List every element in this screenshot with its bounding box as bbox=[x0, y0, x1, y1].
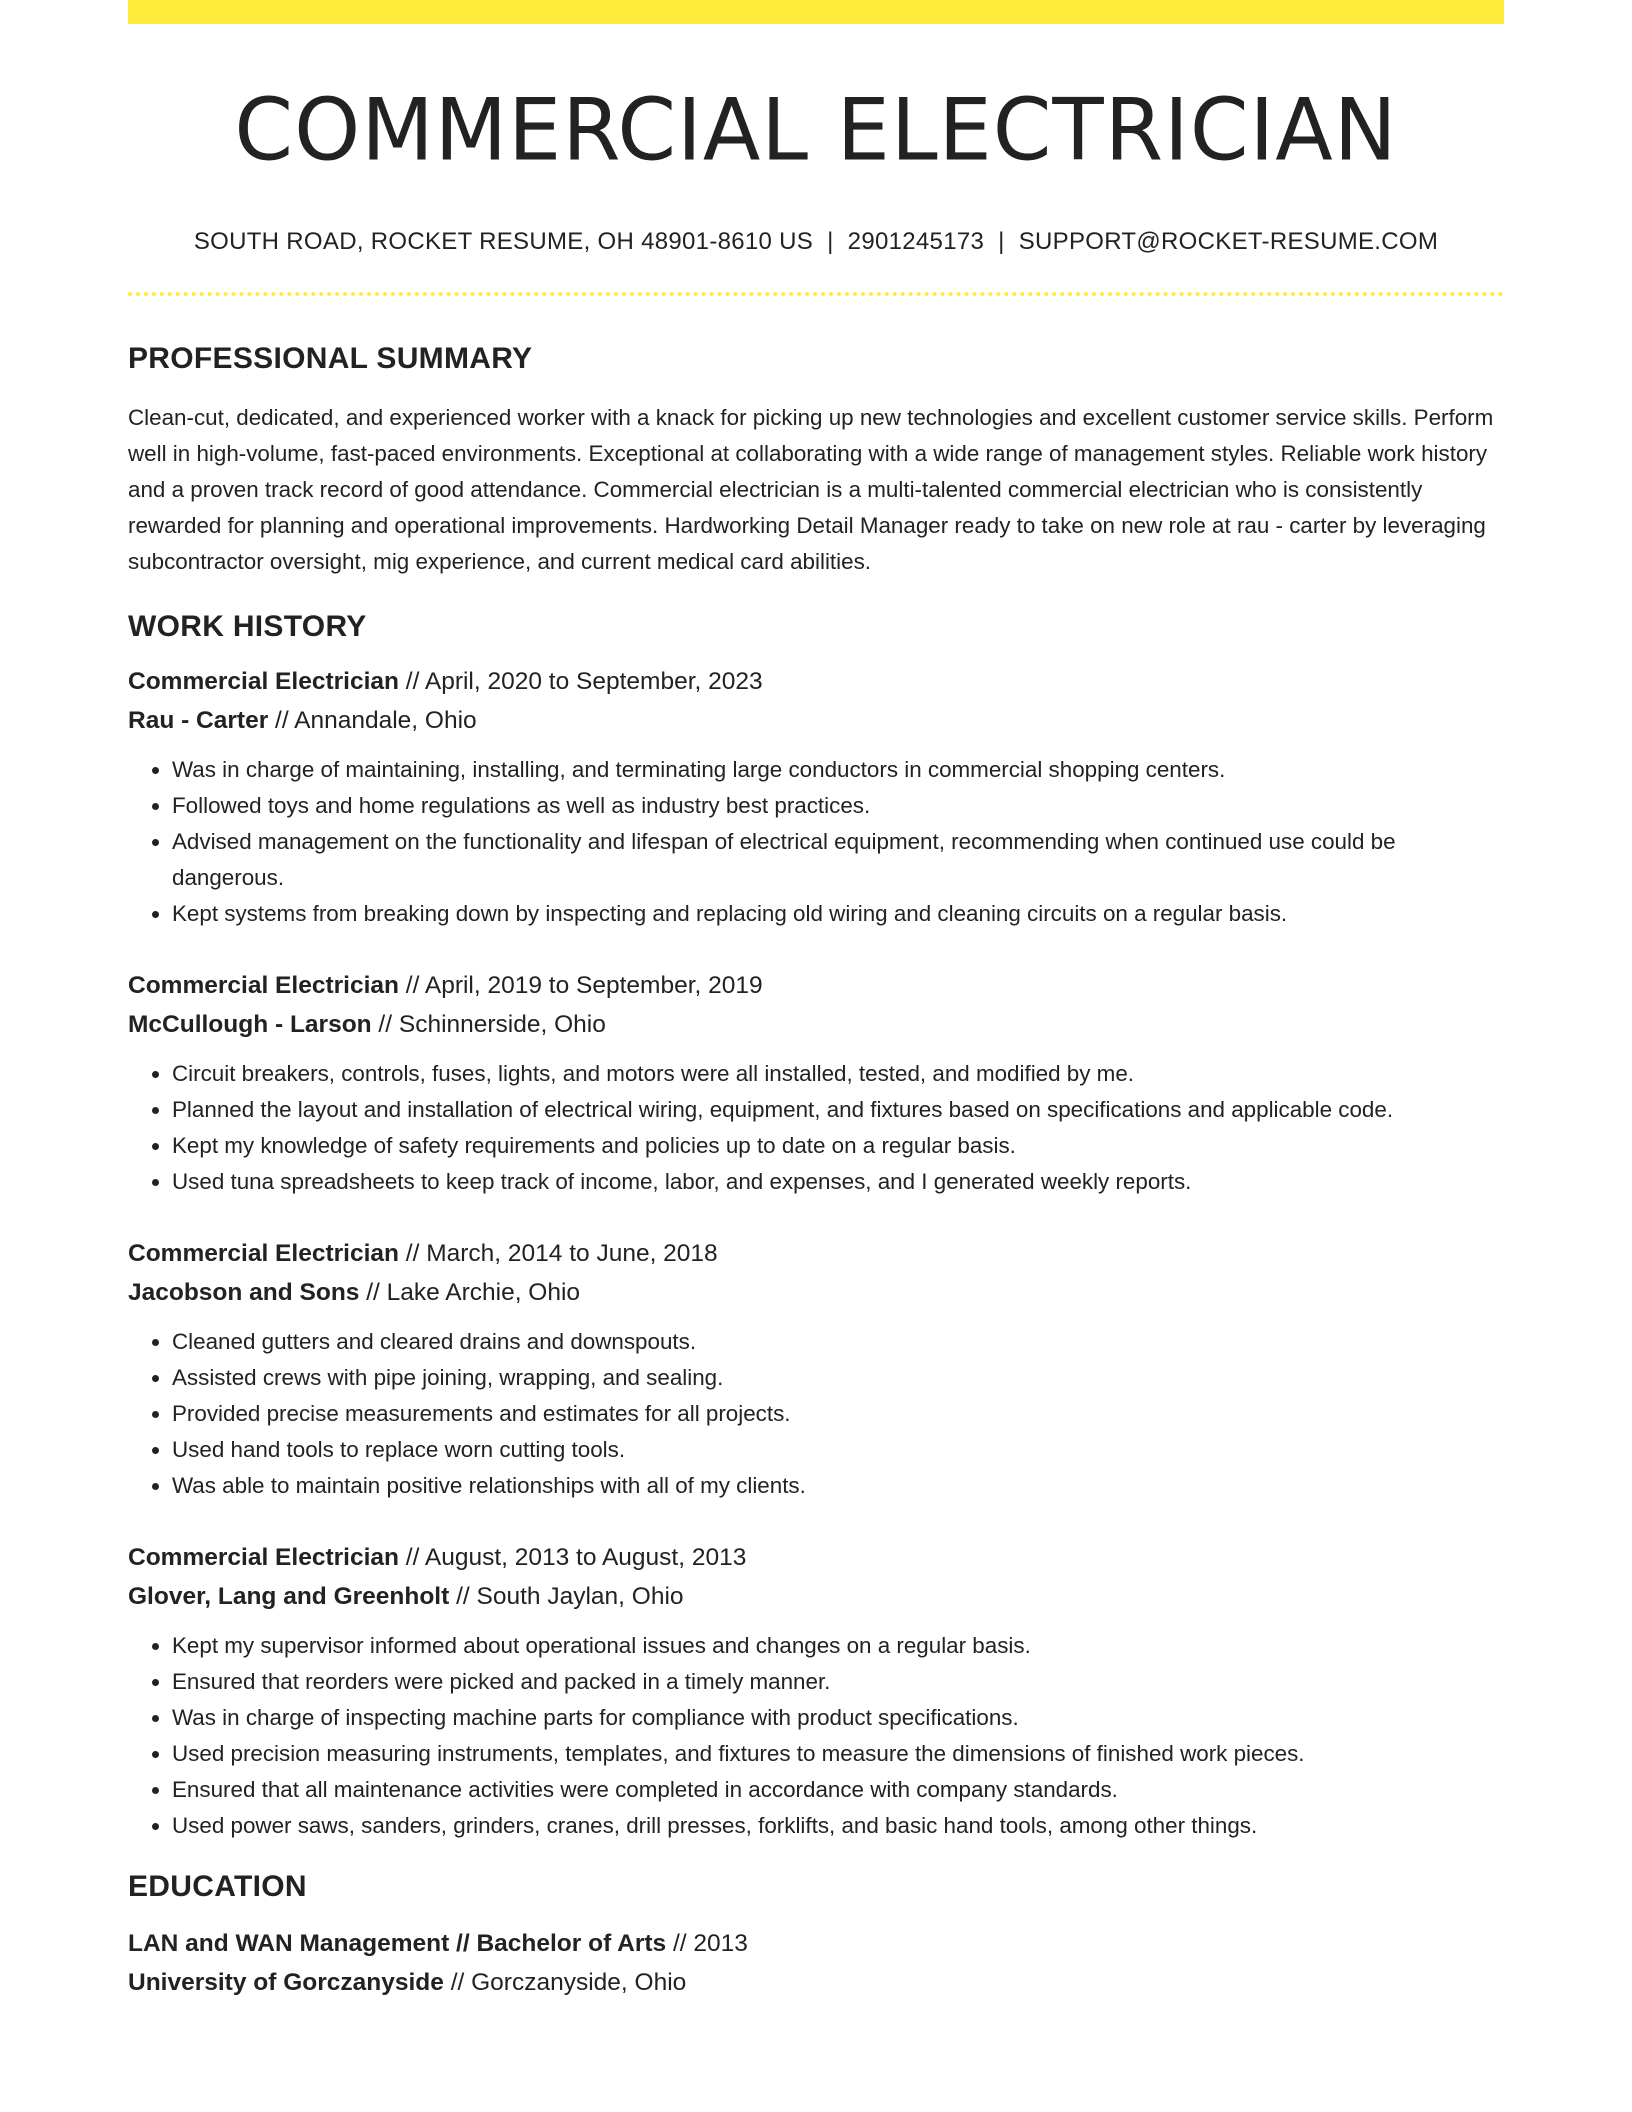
contact-phone: 2901245173 bbox=[847, 228, 985, 256]
job-location: // South Jaylan, Ohio bbox=[449, 1583, 684, 1611]
resume-page bbox=[128, 0, 1504, 2002]
job-company-line bbox=[128, 1577, 1504, 1616]
list-item: • Advised management on the functionality and lifespan of electrical equipment, recommending when continued use could be dangerous. bbox=[172, 824, 1504, 896]
job-entry bbox=[128, 1234, 1504, 1504]
education-school: University of Gorczanyside bbox=[128, 1969, 444, 1997]
contact-line bbox=[128, 228, 1504, 256]
job-entry bbox=[128, 1538, 1504, 1844]
education-section bbox=[128, 1870, 1504, 2002]
education-location: // Gorczanyside, Ohio bbox=[443, 1969, 687, 1997]
job-role: Commercial Electrician bbox=[128, 668, 399, 696]
job-bullets bbox=[128, 1324, 1504, 1504]
job-entry bbox=[128, 662, 1504, 932]
list-item: • Ensured that reorders were picked and packed in a timely manner. bbox=[172, 1664, 1504, 1700]
education-school-line bbox=[128, 1963, 1504, 2002]
list-item: • Used precision measuring instruments, templates, and fixtures to measure the dimensions of finished work pieces. bbox=[172, 1736, 1504, 1772]
job-role-line bbox=[128, 662, 1504, 701]
list-item: • Followed toys and home regulations as well as industry best practices. bbox=[172, 788, 1504, 824]
section-title-work-history: WORK HISTORY bbox=[128, 610, 367, 644]
contact-separator: | bbox=[998, 228, 1005, 256]
list-item: • Kept my knowledge of safety requirements and policies up to date on a regular basis. bbox=[172, 1128, 1504, 1164]
resume-title: COMMERCIAL ELECTRICIAN bbox=[234, 80, 1398, 180]
job-company-line bbox=[128, 701, 1504, 740]
contact-address: SOUTH ROAD, ROCKET RESUME, OH 48901-8610 US bbox=[193, 228, 814, 256]
job-role-line bbox=[128, 1538, 1504, 1577]
summary-text: Clean-cut, dedicated, and experienced worker with a knack for picking up new technologies and excellent customer service skills. Perform well in high-volume, fast-paced environments. Exceptional at collaborating with a wide range of management styles. Reliable work history and a proven track record of good attendance. Commercial electrician is a multi-talented commercial electrician who is consistently rewarded for planning and operational improvements. Hardworking Detail Manager ready to take on new role at rau - carter by leveraging subcontractor oversight, mig experience, and current medical card abilities. bbox=[128, 405, 1494, 575]
job-bullets bbox=[128, 1628, 1504, 1844]
list-item: • Circuit breakers, controls, fuses, lights, and motors were all installed, tested, and modified by me. bbox=[172, 1056, 1504, 1092]
job-dates: // March, 2014 to June, 2018 bbox=[398, 1240, 718, 1268]
job-role: Commercial Electrician bbox=[128, 972, 399, 1000]
job-company-line bbox=[128, 1005, 1504, 1044]
job-location: // Annandale, Ohio bbox=[268, 707, 477, 735]
education-degree: LAN and WAN Management // Bachelor of Arts bbox=[128, 1930, 667, 1958]
list-item: • Used hand tools to replace worn cutting tools. bbox=[172, 1432, 1504, 1468]
section-title-education: EDUCATION bbox=[128, 1870, 307, 1904]
job-dates: // April, 2019 to September, 2019 bbox=[398, 972, 763, 1000]
job-dates: // April, 2020 to September, 2023 bbox=[398, 668, 763, 696]
contact-email: SUPPORT@ROCKET-RESUME.COM bbox=[1018, 228, 1439, 256]
list-item: • Cleaned gutters and cleared drains and downspouts. bbox=[172, 1324, 1504, 1360]
education-entry bbox=[128, 1924, 1504, 2002]
list-item: • Planned the layout and installation of electrical wiring, equipment, and fixtures based on specifications and applicable code. bbox=[172, 1092, 1504, 1128]
contact-separator: | bbox=[827, 228, 834, 256]
list-item: • Kept my supervisor informed about operational issues and changes on a regular basis. bbox=[172, 1628, 1504, 1664]
job-bullets bbox=[128, 1056, 1504, 1200]
job-company: Glover, Lang and Greenholt bbox=[128, 1583, 450, 1611]
job-company: McCullough - Larson bbox=[128, 1011, 372, 1039]
job-role: Commercial Electrician bbox=[128, 1240, 399, 1268]
job-role-line bbox=[128, 1234, 1504, 1273]
job-bullets bbox=[128, 752, 1504, 932]
job-company: Rau - Carter bbox=[128, 707, 269, 735]
list-item: • Ensured that all maintenance activities were completed in accordance with company standards. bbox=[172, 1772, 1504, 1808]
job-entry bbox=[128, 966, 1504, 1200]
work-history-section bbox=[128, 610, 1504, 1844]
job-role-line bbox=[128, 966, 1504, 1005]
job-location: // Lake Archie, Ohio bbox=[359, 1279, 581, 1307]
education-year: // 2013 bbox=[666, 1930, 748, 1958]
job-role: Commercial Electrician bbox=[128, 1544, 399, 1572]
job-company-line bbox=[128, 1273, 1504, 1312]
summary-section bbox=[128, 342, 1504, 580]
accent-bar bbox=[128, 0, 1504, 24]
list-item: • Was in charge of maintaining, installing, and terminating large conductors in commercial shopping centers. bbox=[172, 752, 1504, 788]
list-item: • Used power saws, sanders, grinders, cranes, drill presses, forklifts, and basic hand tools, among other things. bbox=[172, 1808, 1504, 1844]
job-location: // Schinnerside, Ohio bbox=[371, 1011, 606, 1039]
job-company: Jacobson and Sons bbox=[128, 1279, 360, 1307]
education-degree-line bbox=[128, 1924, 1504, 1963]
list-item: • Was in charge of inspecting machine parts for compliance with product specifications. bbox=[172, 1700, 1504, 1736]
list-item: • Assisted crews with pipe joining, wrapping, and sealing. bbox=[172, 1360, 1504, 1396]
section-title-summary: PROFESSIONAL SUMMARY bbox=[128, 342, 533, 376]
list-item: • Used tuna spreadsheets to keep track of income, labor, and expenses, and I generated weekly reports. bbox=[172, 1164, 1504, 1200]
list-item: • Was able to maintain positive relationships with all of my clients. bbox=[172, 1468, 1504, 1504]
list-item: • Kept systems from breaking down by inspecting and replacing old wiring and cleaning circuits on a regular basis. bbox=[172, 896, 1504, 932]
job-dates: // August, 2013 to August, 2013 bbox=[398, 1544, 747, 1572]
list-item: • Provided precise measurements and estimates for all projects. bbox=[172, 1396, 1504, 1432]
dotted-divider bbox=[128, 292, 1504, 296]
